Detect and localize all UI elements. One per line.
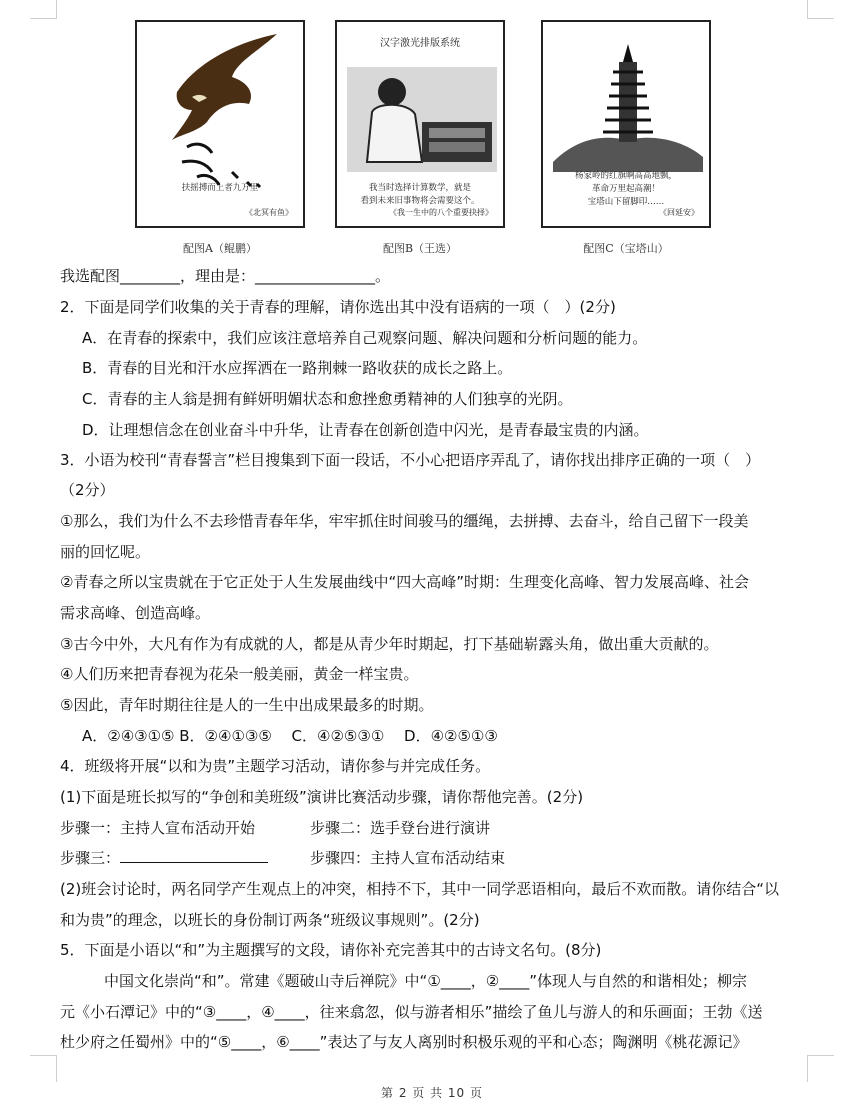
- figure-b-label: 配图B（王选）: [382, 242, 458, 255]
- q2-option-b: B．青春的目光和汗水应挥洒在一路荆棘一路收获的成长之路上。: [82, 359, 513, 377]
- step-3-label: 步骤三：: [60, 849, 121, 867]
- figure-c-quote-1: 杨家岭的红旗啊高高地飘，: [574, 171, 677, 181]
- figure-c-quote-3: 宝塔山下留脚印……: [587, 197, 665, 207]
- crop-mark-bottom-right: [807, 1055, 834, 1082]
- sentence-4: ④人们历来把青春视为花朵一般美丽，黄金一样宝贵。: [60, 665, 419, 683]
- figure-c-pagoda: [541, 20, 711, 228]
- figure-b-quote-2: 看到未来旧事物将会需要这个。: [360, 196, 480, 206]
- step-1: 步骤一：主持人宣布活动开始: [60, 819, 256, 837]
- figure-b-wangxuan: [335, 20, 505, 228]
- page-number: 第 2 页 共 10 页: [381, 1086, 483, 1100]
- q2-option-c: C．青春的主人翁是拥有鲜妍明媚状态和愈挫愈勇精神的人们独享的光阴。: [82, 390, 573, 408]
- question-3: 3．小语为校刊“青春誓言”栏目搜集到下面一段话，不小心把语序弄乱了，请你找出排序正确的一项（ ）: [60, 451, 761, 469]
- choose-figure-line: 我选配图________，理由是：________________。: [60, 267, 391, 285]
- q2-option-a: A．在青春的探索中，我们应该注意培养自己观察问题、解决问题和分析问题的能力。: [82, 329, 648, 347]
- figure-b-source: 《我一生中的八个重要抉择》: [389, 208, 493, 217]
- passage-line-1: 中国文化崇尚“和”。常建《题破山寺后禅院》中“①____，②____”体现人与自然的和谐相处；柳宗: [104, 972, 747, 990]
- step-2: 步骤二：选手登台进行演讲: [310, 819, 491, 837]
- question-5: 5．下面是小语以“和”为主题撰写的文段，请你补充完善其中的古诗文名句。(8分): [60, 941, 602, 959]
- sentence-1a: ①那么，我们为什么不去珍惜青春年华，牢牢抓住时间骏马的缰绳，去拼搏、去奋斗，给自己留下一段美: [60, 512, 749, 530]
- figure-b-quote-1: 我当时选择计算数学，就是: [368, 183, 471, 193]
- step-3: [60, 848, 268, 868]
- question-4-part-2b: 和为贵”的理念，以班长的身份制订两条“班级议事规则”。(2分): [60, 911, 480, 929]
- passage-line-2: 元《小石潭记》中的“③____，④____，往来翕忽，似与游者相乐”描绘了鱼儿与游人的和乐画面；王勃《送: [60, 1003, 763, 1021]
- sentence-2a: ②青春之所以宝贵就在于它正处于人生发展曲线中“四大高峰”时期：生理变化高峰、智力发展高峰、社会: [60, 573, 749, 591]
- sentence-2b: 需求高峰、创造高峰。: [60, 604, 211, 622]
- figure-c-label: 配图C（宝塔山）: [583, 242, 669, 255]
- sentence-5: ⑤因此，青年时期往往是人的一生中出成果最多的时期。: [60, 696, 434, 714]
- crop-mark-bottom-left: [30, 1055, 57, 1082]
- question-4-part-2a: (2)班会讨论时，两名同学产生观点上的冲突，相持不下，其中一同学恶语相向，最后不欢而散。请你结合“以: [60, 880, 780, 898]
- crop-mark-top-right: [807, 0, 834, 19]
- q2-option-d: D．让理想信念在创业奋斗中升华，让青春在创新创造中闪光，是青春最宝贵的内涵。: [82, 421, 649, 439]
- step-4: 步骤四：主持人宣布活动结束: [310, 849, 506, 867]
- figure-a-source: 《北冥有鱼》: [245, 208, 293, 217]
- question-4-part-1: (1)下面是班长拟写的“争创和美班级”演讲比赛活动步骤，请你帮他完善。(2分): [60, 788, 584, 806]
- figure-a-label: 配图A（鲲鹏）: [183, 242, 257, 255]
- question-4: 4．班级将开展“以和为贵”主题学习活动，请你参与并完成任务。: [60, 757, 491, 775]
- step-3-blank[interactable]: [120, 848, 268, 863]
- sentence-1b: 丽的回忆呢。: [60, 543, 151, 561]
- question-2: 2．下面是同学们收集的关于青春的理解，请你选出其中没有语病的一项（ ）(2分): [60, 298, 616, 316]
- figure-b-header: 汉字激光排版系统: [380, 38, 460, 49]
- passage-line-3: 杜少府之任蜀州》中的“⑤____，⑥____”表达了与友人离别时积极乐观的平和心态；陶渊明《桃花源记》: [60, 1033, 748, 1051]
- q3-options: A．②④③①⑤ B．②④①③⑤ C．④②⑤③① D．④②⑤①③: [82, 727, 498, 745]
- eagle-illustration: [137, 22, 305, 228]
- figure-c-quote-2: 革命万里起高潮！: [591, 184, 660, 194]
- figure-a-eagle: [135, 20, 305, 228]
- crop-mark-top-left: [30, 0, 57, 19]
- question-3-score: （2分）: [60, 481, 115, 499]
- sentence-3: ③古今中外，大凡有作为有成就的人，都是从青少年时期起，打下基础崭露头角，做出重大贡献的。: [60, 635, 719, 653]
- figure-c-source: 《回延安》: [659, 208, 699, 217]
- figure-a-poem: 扶摇搏而上者九万里: [181, 183, 259, 193]
